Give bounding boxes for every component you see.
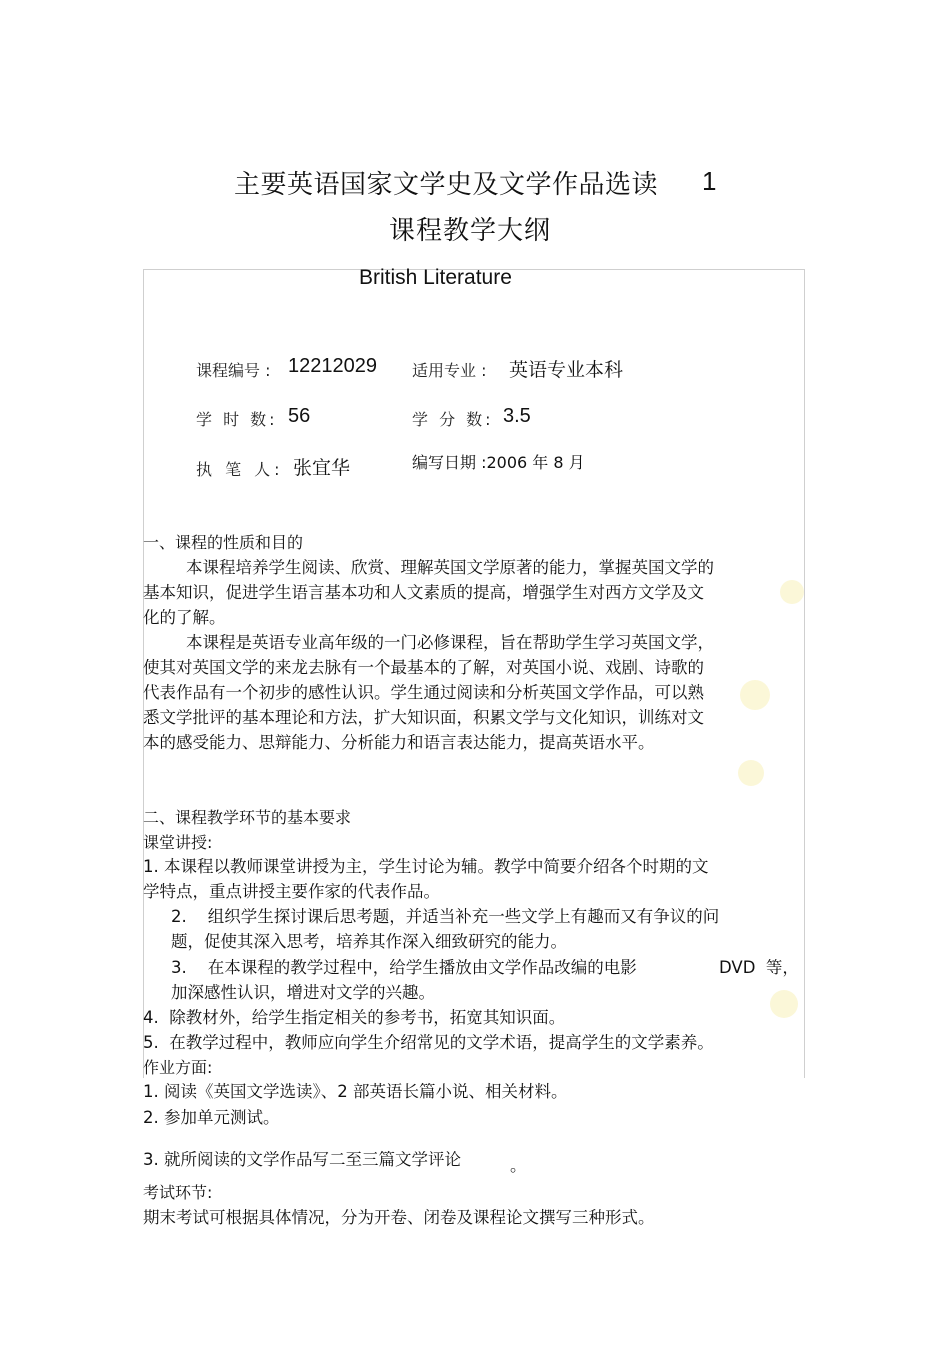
author-label: 执 笔 人: (196, 460, 284, 479)
section1-p1-line3: 化的了解。 (143, 608, 226, 627)
section1-p1-line2: 基本知识，促进学生语言基本功和人文素质的提高，增强学生对西方文学及文 (143, 583, 704, 602)
homework-item3: 3. 就所阅读的文学作品写二至三篇文学评论 (143, 1150, 461, 1169)
lecture-item1-line1: 1. 本课程以教师课堂讲授为主，学生讨论为辅。教学中简要介绍各个时期的文 (143, 857, 709, 876)
homework-heading: 作业方面: (143, 1058, 213, 1077)
section1-p2-line5: 本的感受能力、思辩能力、分析能力和语言表达能力，提高英语水平。 (143, 733, 655, 752)
homework-item2: 2. 参加单元测试。 (143, 1108, 280, 1127)
course-code-label: 课程编号 : (196, 361, 271, 380)
hours-value: 56 (288, 405, 311, 427)
lecture-item2-line2: 题，促使其深入思考，培养其作深入细致研究的能力。 (171, 932, 567, 951)
lecture-item2-line1: 2. 组织学生探讨课后思考题，并适当补充一些文学上有趣而又有争议的问 (171, 907, 720, 926)
author-value: 张宜华 (293, 457, 351, 479)
section1-p2-line1: 本课程是英语专业高年级的一门必修课程，旨在帮助学生学习英国文学， (186, 633, 714, 652)
lecture-item5: 5. 在教学过程中，教师应向学生介绍常见的文学术语，提高学生的文学素养。 (143, 1033, 714, 1052)
section1-p2-line4: 悉文学批评的基本理论和方法，扩大知识面，积累文学与文化知识，训练对文 (143, 708, 704, 727)
lecture-item1-line2: 学特点，重点讲授主要作家的代表作品。 (143, 882, 440, 901)
document-subtitle: 课程教学大纲 (389, 216, 552, 246)
exam-heading: 考试环节: (143, 1183, 213, 1202)
section1-p2-line2: 使其对英国文学的来龙去脉有一个最基本的了解，对英国小说、戏剧、诗歌的 (143, 658, 704, 677)
course-code-value: 12212029 (288, 355, 377, 377)
homework-item3-period: 。 (510, 1156, 527, 1175)
document-title: 主要英语国家文学史及文学作品选读 (234, 170, 659, 200)
credits-label: 学 分 数: (412, 410, 494, 429)
english-title: British Literature (359, 266, 512, 289)
major-value: 英语专业本科 (509, 359, 624, 381)
lecture-item3-line1: 3. 在本课程的教学过程中，给学生播放由文学作品改编的电影 (171, 958, 637, 977)
lecture-item3-line2: 加深感性认识，增进对文学的兴趣。 (171, 983, 435, 1002)
credits-value: 3.5 (503, 405, 531, 427)
homework-item1: 1. 阅读《英国文学选读》、2 部英语长篇小说、相关材料。 (143, 1082, 568, 1101)
exam-text: 期末考试可根据具体情况，分为开卷、闭卷及课程论文撰写三种形式。 (143, 1208, 655, 1227)
document-title-number: 1 (702, 166, 717, 196)
section1-p1-line1: 本课程培养学生阅读、欣赏、理解英国文学原著的能力，掌握英国文学的 (186, 558, 714, 577)
section1-p2-line3: 代表作品有一个初步的感性认识。学生通过阅读和分析英国文学作品，可以熟 (143, 683, 704, 702)
hours-label: 学 时 数: (196, 410, 278, 429)
major-label: 适用专业 : (412, 361, 487, 380)
lecture-heading: 课堂讲授: (143, 833, 213, 852)
lecture-item4: 4. 除教材外，给学生指定相关的参考书，拓宽其知识面。 (143, 1008, 566, 1027)
date-label: 编写日期 :2006 年 8 月 (412, 453, 585, 472)
section1-heading: 一、课程的性质和目的 (143, 533, 304, 552)
lecture-item3-dvd: DVD 等， (719, 958, 799, 977)
section2-heading: 二、课程教学环节的基本要求 (143, 808, 352, 827)
